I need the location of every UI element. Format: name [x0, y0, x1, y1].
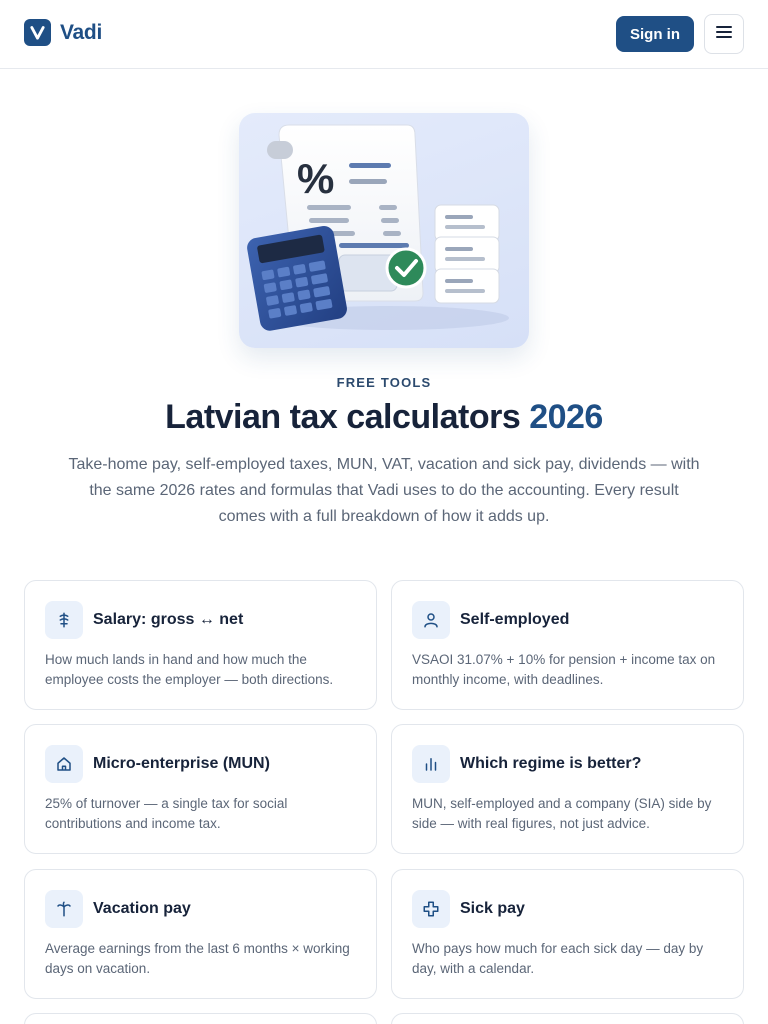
- sign-in-button[interactable]: Sign in: [616, 16, 694, 52]
- home-icon: [45, 745, 83, 783]
- top-header: [0, 0, 768, 69]
- menu-button[interactable]: [704, 14, 744, 54]
- page-title-main: Latvian tax calculators: [165, 398, 521, 436]
- palm-tree-icon: [45, 890, 83, 928]
- page-subtitle: Take-home pay, self-employed taxes, MUN, VAT, vacation and sick pay, dividends — with the same 2026 rates and formulas that Vadi uses to do the accounting. Every result comes with a full breakdown of how it adds up.: [68, 456, 700, 525]
- card-description: VSAOI 31.07% + 10% for pension + income tax on monthly income, with deadlines.: [412, 652, 716, 687]
- receipts-icon: [435, 205, 499, 303]
- card-partial[interactable]: [24, 1013, 377, 1024]
- medical-cross-icon: [412, 890, 450, 928]
- card-description: How much lands in hand and how much the employee costs the employer — both directions.: [45, 652, 334, 687]
- card-title: Micro-enterprise (MUN): [93, 755, 270, 772]
- card-salary[interactable]: [24, 580, 377, 710]
- card-title: Vacation pay: [93, 900, 191, 917]
- checkmark-badge-icon: [387, 249, 425, 287]
- scale-icon: [45, 601, 83, 639]
- logo-text: Vadi: [60, 20, 102, 44]
- card-regime-compare[interactable]: [391, 724, 744, 854]
- eyebrow-label: FREE TOOLS: [336, 375, 432, 390]
- card-self-employed[interactable]: [391, 580, 744, 710]
- person-icon: [412, 601, 450, 639]
- card-vacation-pay[interactable]: [24, 869, 377, 999]
- card-partial[interactable]: [391, 1013, 744, 1024]
- hamburger-menu-icon: [716, 25, 732, 44]
- logo[interactable]: [24, 19, 102, 46]
- card-description: MUN, self-employed and a company (SIA) side by side — with real figures, not just advice.: [412, 796, 712, 831]
- card-micro-enterprise[interactable]: [24, 724, 377, 854]
- check-icon: [24, 19, 51, 46]
- card-title: Salary: gross ↔ net: [93, 611, 244, 628]
- card-description: 25% of turnover — a single tax for social contributions and income tax.: [45, 796, 288, 831]
- card-description: Who pays how much for each sick day — day by day, with a calendar.: [412, 941, 704, 976]
- card-title: Which regime is better?: [460, 755, 642, 772]
- card-description: Average earnings from the last 6 months × working days on vacation.: [45, 941, 350, 976]
- calculator-icon: [246, 224, 349, 332]
- page-title-year: 2026: [529, 398, 603, 436]
- card-title: Sick pay: [460, 900, 525, 917]
- svg-text:%: %: [297, 155, 335, 202]
- card-sick-pay[interactable]: [391, 869, 744, 999]
- card-title: Self-employed: [460, 611, 570, 628]
- bar-chart-icon: [412, 745, 450, 783]
- page-title: [0, 398, 768, 437]
- hero-illustration: [239, 113, 529, 348]
